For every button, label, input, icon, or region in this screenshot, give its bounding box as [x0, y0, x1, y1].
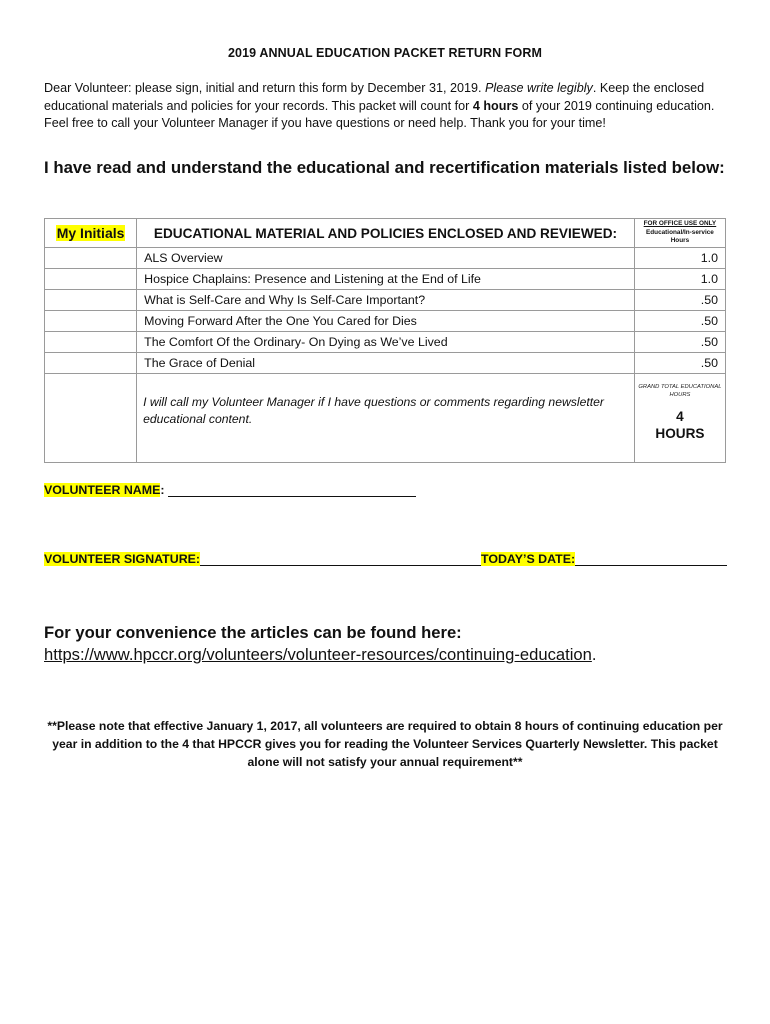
table-row: [45, 353, 726, 374]
volunteer-name-line[interactable]: [168, 483, 416, 497]
todays-date-field: [481, 552, 727, 566]
intro-text-2: . Keep the enclosed educational materials and policies for your records. This packet will count for: [44, 81, 705, 113]
material-hours: .50: [634, 332, 725, 353]
table-row: [45, 290, 726, 311]
material-hours: .50: [634, 290, 725, 311]
table-row-note: [45, 374, 726, 463]
volunteer-signature-label: VOLUNTEER SIGNATURE:: [44, 552, 201, 566]
initials-cell[interactable]: [45, 269, 137, 290]
initials-cell[interactable]: [45, 311, 137, 332]
volunteer-signature-field: [44, 552, 490, 566]
office-use-line1: FOR OFFICE USE ONLY: [643, 220, 717, 228]
volunteer-name-label: VOLUNTEER NAME: [44, 483, 161, 497]
initials-cell[interactable]: [45, 248, 137, 269]
material-hours: .50: [634, 353, 725, 374]
table-row: [45, 248, 726, 269]
requirement-note: **Please note that effective January 1, 2017, all volunteers are required to obtain 8 hours of continuing education per year in addition to the 4 that HPCCR gives you for reading the Volunteer Services Quarterly Newsletter. This packet alone will not satisfy your annual requirement**: [47, 719, 723, 769]
office-use-line3: Hours: [670, 237, 690, 245]
table-row: [45, 311, 726, 332]
material-name: The Comfort Of the Ordinary- On Dying as We’ve Lived: [137, 332, 635, 353]
initials-cell[interactable]: [45, 374, 137, 463]
convenience-link-line: https://www.hpccr.org/volunteers/volunteer-resources/continuing-education.: [44, 645, 597, 664]
intro-paragraph: [44, 80, 728, 133]
volunteer-name-field: [44, 483, 416, 497]
newsletter-note: I will call my Volunteer Manager if I have questions or comments regarding newsletter educational content.: [137, 374, 635, 463]
convenience-section: [44, 622, 734, 666]
material-name: Hospice Chaplains: Presence and Listening at the End of Life: [137, 269, 635, 290]
materials-header: EDUCATIONAL MATERIAL AND POLICIES ENCLOSED AND REVIEWED:: [137, 219, 635, 248]
material-name: The Grace of Denial: [137, 353, 635, 374]
initials-cell[interactable]: [45, 290, 137, 311]
intro-hours: 4 hours: [472, 98, 519, 113]
material-name: Moving Forward After the One You Cared for Dies: [137, 311, 635, 332]
todays-date-label: TODAY’S DATE:: [481, 552, 576, 566]
grand-total-label: GRAND TOTAL EDUCATIONAL HOURS: [638, 384, 722, 398]
office-use-line2: Educational/In-service: [646, 228, 714, 236]
section-heading: I have read and understand the educational and recertification materials listed below:: [44, 158, 725, 177]
office-use-header: [634, 219, 725, 248]
todays-date-line[interactable]: [575, 552, 727, 566]
volunteer-name-colon: :: [160, 483, 168, 497]
intro-legibly: Please write legibly: [485, 81, 593, 95]
volunteer-signature-line[interactable]: [200, 552, 490, 566]
material-hours: 1.0: [634, 248, 725, 269]
grand-total-value: 4: [676, 409, 684, 424]
continuing-education-link[interactable]: https://www.hpccr.org/volunteers/volunteer-resources/continuing-education: [44, 645, 592, 664]
intro-text-1: Dear Volunteer: please sign, initial and return this form by December 31, 2019.: [44, 81, 486, 95]
form-title: 2019 ANNUAL EDUCATION PACKET RETURN FORM: [228, 46, 542, 60]
material-hours: 1.0: [634, 269, 725, 290]
convenience-heading: For your convenience the articles can be found here:: [44, 623, 462, 642]
initials-cell[interactable]: [45, 332, 137, 353]
initials-cell[interactable]: [45, 353, 137, 374]
initials-header-label: My Initials: [56, 225, 125, 241]
table-row: [45, 332, 726, 353]
material-hours: .50: [634, 311, 725, 332]
table-row: [45, 269, 726, 290]
grand-total-cell: [634, 374, 725, 463]
material-name: What is Self-Care and Why Is Self-Care Important?: [137, 290, 635, 311]
materials-table: [44, 218, 726, 463]
intro-text-3: of your 2019 continuing education. Feel free to call your Volunteer Manager if you have questions or need help. Thank you for your time!: [44, 98, 715, 130]
material-name: ALS Overview: [137, 248, 635, 269]
table-header-row: [45, 219, 726, 248]
grand-total-unit: HOURS: [655, 426, 705, 441]
initials-header: [45, 219, 137, 248]
